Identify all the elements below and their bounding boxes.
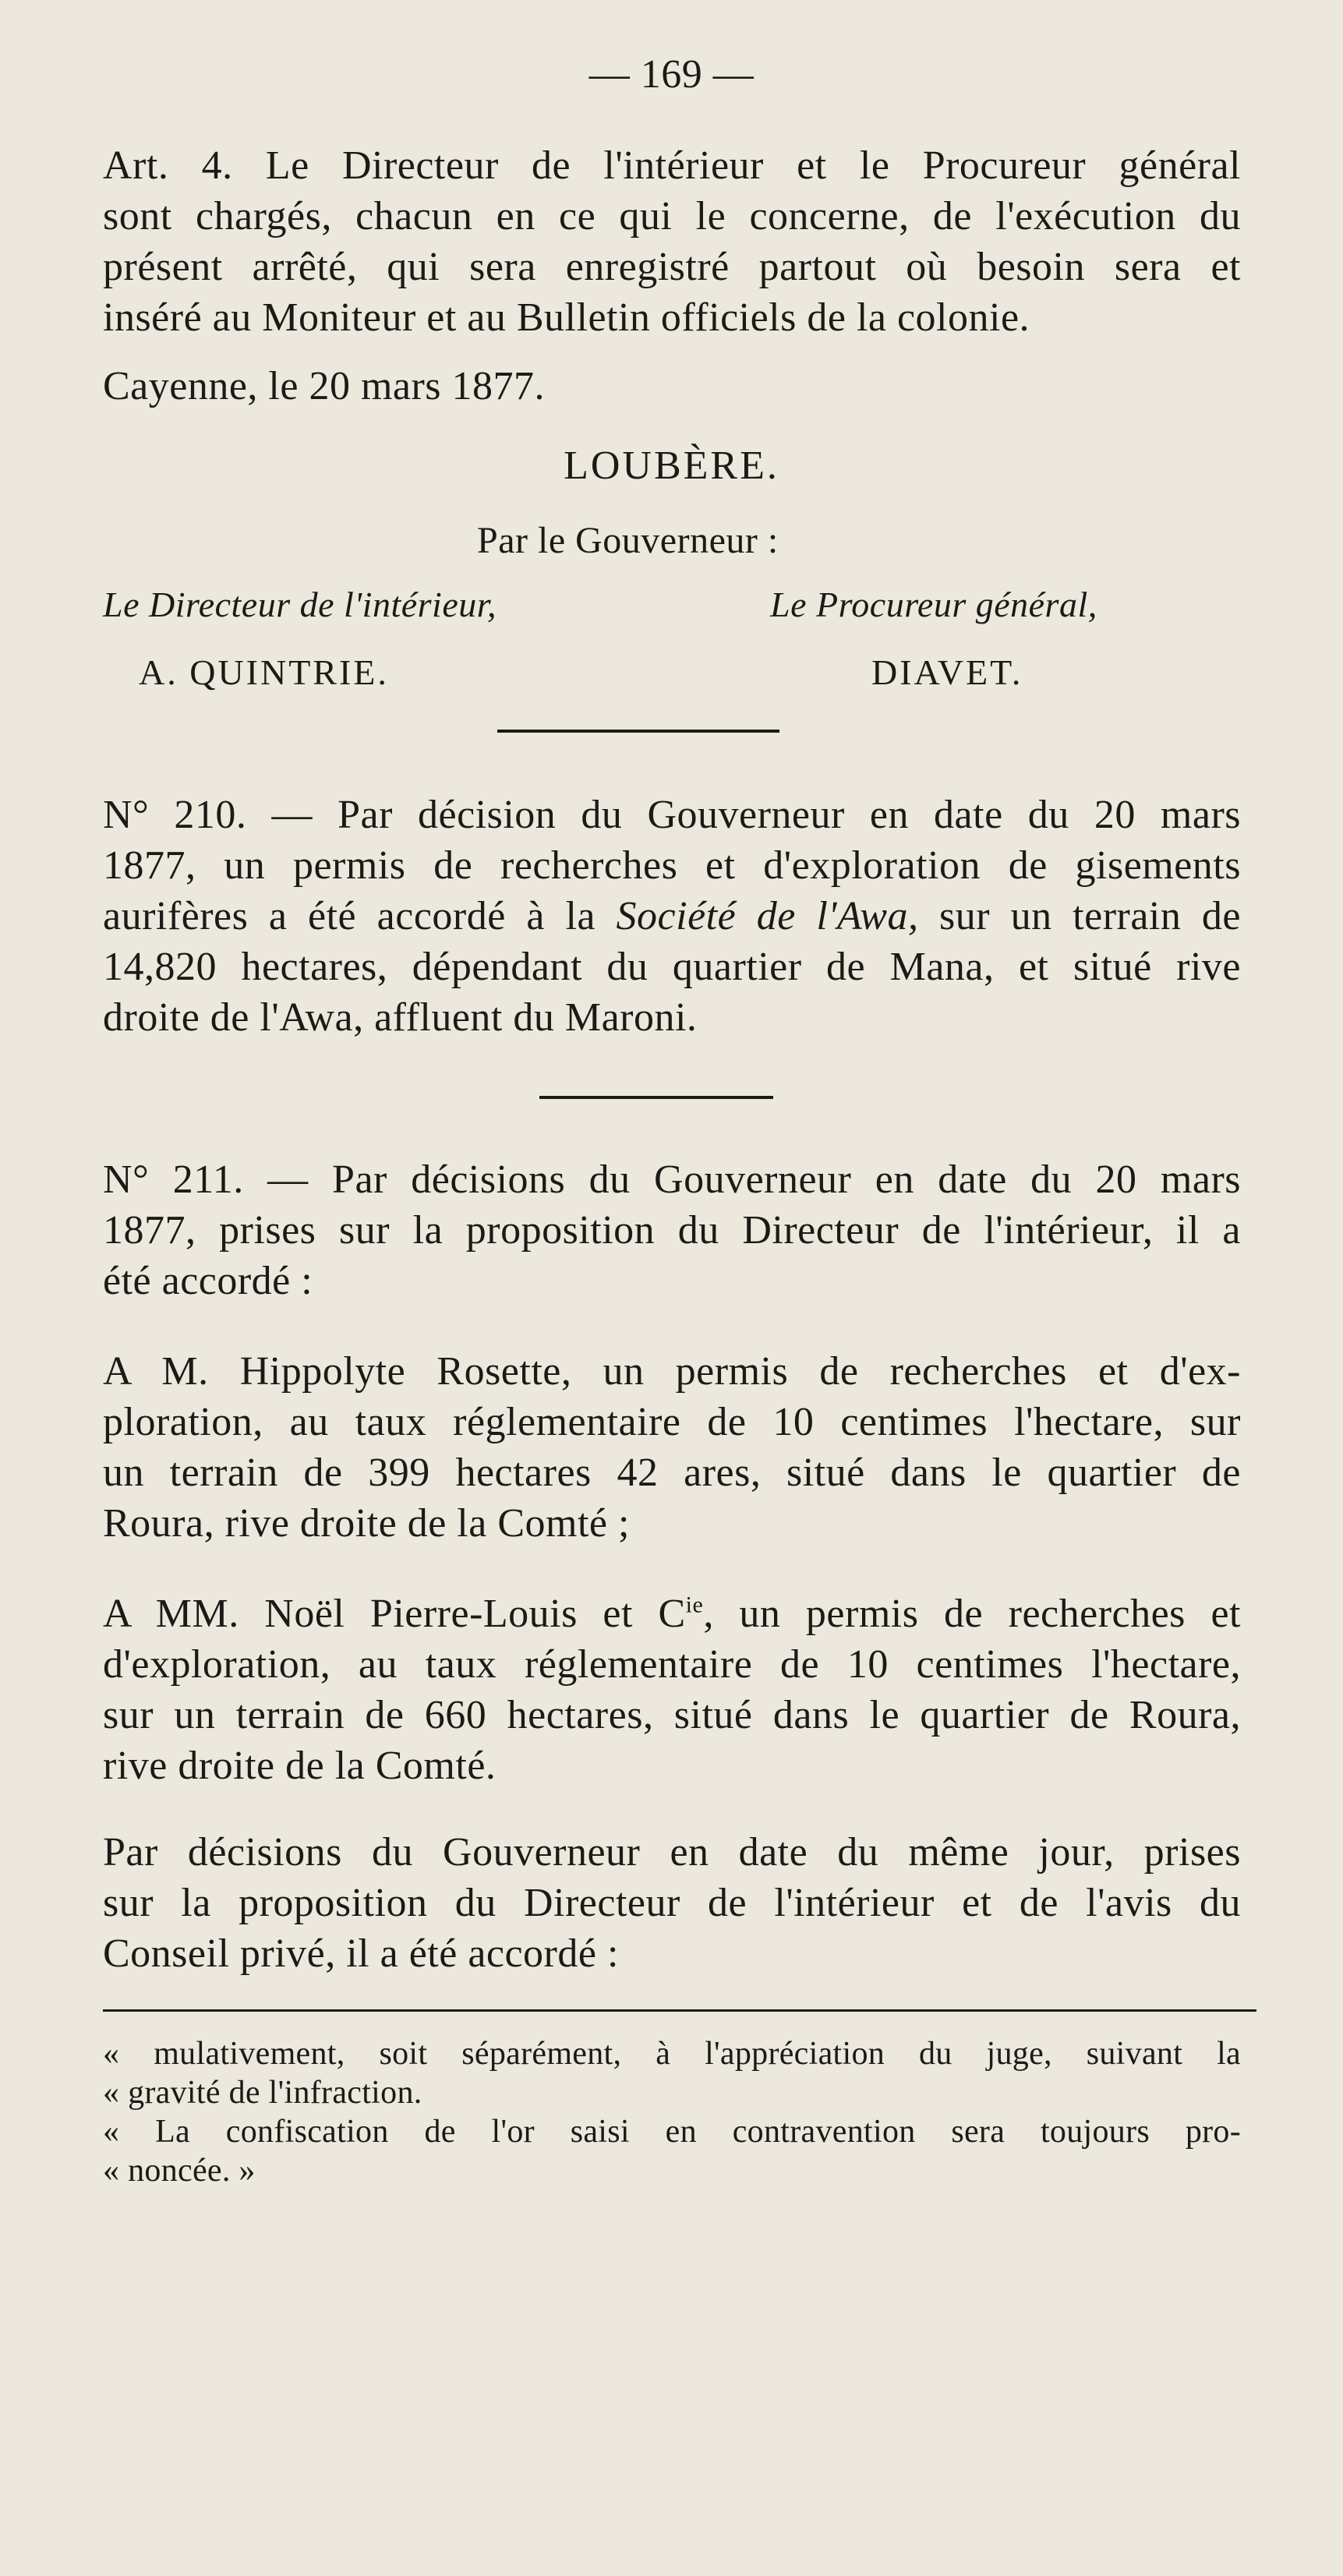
rosette-line-3: un terrain de 399 hectares 42 ares, situé dans le quartier de: [103, 1451, 1241, 1495]
section-divider: [539, 1096, 773, 1099]
rosette-line-1: A M. Hippolyte Rosette, un permis de recherches et d'ex-: [103, 1349, 1241, 1394]
pierre-louis-pre: A MM. Noël Pierre-Louis et C: [103, 1592, 686, 1636]
footnote-rule: [103, 2009, 1256, 2012]
footnote-line-4: « noncée. »: [103, 2153, 256, 2189]
page-number: — 169 —: [588, 52, 755, 97]
left-signatory-name: A. QUINTRIE.: [139, 652, 389, 692]
place-date: Cayenne, le 20 mars 1877.: [103, 364, 546, 408]
art4-line-4: inséré au Moniteur et au Bulletin officiels de la colonie.: [103, 295, 1030, 340]
no210-line-3-post: sur un terrain de: [918, 894, 1241, 938]
right-signatory-name: DIAVET.: [871, 652, 1023, 692]
pierre-louis-sup: ie: [685, 1592, 704, 1618]
no211-intro-line-2: 1877, prises sur la proposition du Directeur de l'intérieur, il a: [103, 1208, 1241, 1253]
no210-line-5: droite de l'Awa, affluent du Maroni.: [103, 995, 698, 1040]
footnote-line-1: « mulativement, soit séparément, à l'appréciation du juge, suivant la: [103, 2036, 1241, 2072]
right-signatory-title: Le Procureur général,: [770, 585, 1097, 624]
pierre-louis-line-3: sur un terrain de 660 hectares, situé dans le quartier de Roura,: [103, 1693, 1241, 1737]
pierre-louis-line-2: d'exploration, au taux réglementaire de 10 centimes l'hectare,: [103, 1642, 1241, 1687]
no211-intro-line-3: été accordé :: [103, 1259, 313, 1303]
signatory: LOUBÈRE.: [564, 443, 779, 488]
societe-awa: Société de l'Awa,: [616, 894, 919, 938]
section-divider: [497, 730, 779, 733]
no210-line-2: 1877, un permis de recherches et d'exploration de gisements: [103, 843, 1241, 888]
no210-line-3-pre: aurifères a été accordé à la: [103, 894, 617, 938]
art4-line-1: Art. 4. Le Directeur de l'intérieur et le Procureur général: [103, 143, 1241, 188]
rosette-line-4: Roura, rive droite de la Comté ;: [103, 1501, 630, 1546]
no210-line-4: 14,820 hectares, dépendant du quartier de Mana, et situé rive: [103, 945, 1241, 989]
footnote-line-3: « La confiscation de l'or saisi en contravention sera toujours pro-: [103, 2114, 1241, 2150]
pierre-louis-line-4: rive droite de la Comté.: [103, 1744, 497, 1788]
art4-line-2: sont chargés, chacun en ce qui le concerne, de l'exécution du: [103, 194, 1241, 239]
par-le-gouverneur: Par le Gouverneur :: [477, 520, 779, 561]
art4-line-3: présent arrêté, qui sera enregistré partout où besoin sera et: [103, 245, 1241, 289]
footnote-line-2: « gravité de l'infraction.: [103, 2075, 422, 2111]
no211-intro-line-1: N° 211. — Par décisions du Gouverneur en date du 20 mars: [103, 1157, 1241, 1202]
pierre-louis-post: , un permis de recherches et: [703, 1592, 1241, 1636]
no210-line-1: N° 210. — Par décision du Gouverneur en date du 20 mars: [103, 793, 1241, 837]
no210-line-3: [103, 893, 1241, 940]
rosette-line-2: ploration, au taux réglementaire de 10 centimes l'hectare, sur: [103, 1400, 1241, 1444]
conseil-line-3: Conseil privé, il a été accordé :: [103, 1931, 619, 1976]
conseil-line-1: Par décisions du Gouverneur en date du même jour, prises: [103, 1830, 1241, 1875]
conseil-line-2: sur la proposition du Directeur de l'intérieur et de l'avis du: [103, 1881, 1241, 1925]
pierre-louis-line-1: [103, 1591, 1241, 1638]
left-signatory-title: Le Directeur de l'intérieur,: [103, 585, 497, 624]
